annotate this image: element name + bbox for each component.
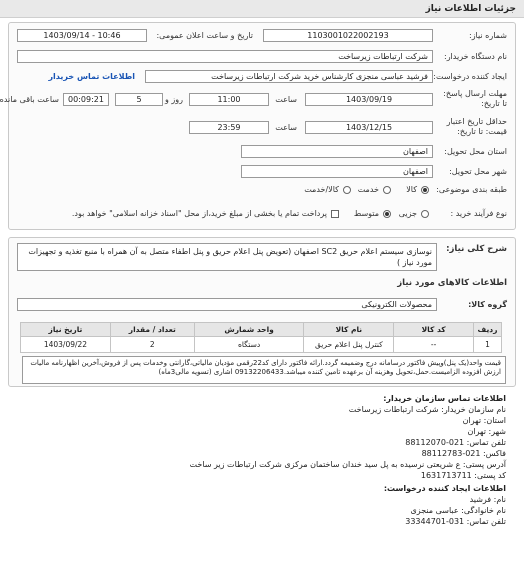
org-address: آدرس پستی: ع شریعتی نرسیده به پل سید خندان ساختمان مرکزی شرکت ارتباطات زیر ساخت <box>189 460 506 469</box>
org-postal-code: کد پستی: 1631713711 <box>420 471 506 480</box>
province-field: اصفهان <box>241 145 433 158</box>
group-field: محصولات الکترونیکی <box>17 298 437 311</box>
cell-qty: 2 <box>110 337 194 353</box>
page-title: جزئیات اطلاعات نیاز <box>0 0 524 18</box>
category-option-service: خدمت <box>357 185 379 194</box>
remaining-time-field: 00:09:21 <box>63 93 109 106</box>
deadline-time-field: 11:00 <box>189 93 269 106</box>
deadline-label-2: تا تاریخ: <box>481 99 507 108</box>
creator-last-name: نام خانوادگی: عباسی منجزی <box>410 506 506 515</box>
city-label: شهر محل تحویل: <box>449 167 507 176</box>
creator-first-name: نام: فرشید <box>469 495 506 504</box>
purchase-type-label: نوع فرآیند خرید : <box>450 209 507 218</box>
category-label: طبقه بندی موضوعی: <box>436 185 507 194</box>
validity-label: حداقل تاریخ اعتبار <box>446 117 507 126</box>
creator-contact-header: اطلاعات ایجاد کننده درخواست: <box>383 484 506 493</box>
purchase-radio-minor[interactable] <box>421 210 429 218</box>
validity-time-field: 23:59 <box>189 121 269 134</box>
validity-label-2: قیمت: تا تاریخ: <box>457 127 507 136</box>
org-phone: تلفن تماس: 021-88112070 <box>405 438 506 447</box>
deadline-hour-label: ساعت <box>275 95 297 104</box>
creator-field: فرشید عباسی منجزی کارشناس خرید شرکت ارتباطات زیرساخت <box>145 70 433 83</box>
col-name: نام کالا <box>304 323 394 337</box>
buyer-label: نام دستگاه خریدار: <box>444 52 507 61</box>
purchase-option-medium: متوسط <box>353 209 379 218</box>
deadline-date-field: 1403/09/19 <box>305 93 433 106</box>
cell-row: 1 <box>474 337 502 353</box>
purchase-radio-medium[interactable] <box>383 210 391 218</box>
cell-date: 1403/09/22 <box>21 337 111 353</box>
validity-hour-label: ساعت <box>275 123 297 132</box>
goods-table <box>20 322 502 353</box>
summary-label: شرح کلی نیاز: <box>446 244 507 254</box>
cell-code: -- <box>394 337 474 353</box>
category-radio-goods[interactable] <box>421 186 429 194</box>
col-unit: واحد شمارش <box>194 323 304 337</box>
need-number-label: شماره نیاز: <box>469 31 507 40</box>
table-row <box>21 337 502 353</box>
org-city: شهر: تهران <box>467 427 506 436</box>
payment-note: پرداخت تمام یا بخشی از مبلغ خرید،از محل "اسناد خزانه اسلامی" خواهد بود. <box>71 209 327 218</box>
category-option-goods: کالا <box>406 185 417 194</box>
treasury-checkbox[interactable] <box>331 210 339 218</box>
category-radio-service[interactable] <box>383 186 391 194</box>
remaining-label: ساعت باقی مانده <box>0 95 59 104</box>
org-name: نام سازمان خریدار: شرکت ارتباطات زیرساخت <box>348 405 506 414</box>
group-label: گروه کالا: <box>468 300 507 309</box>
announce-label: تاریخ و ساعت اعلان عمومی: <box>156 31 253 40</box>
org-fax: فاکس: 021-88112783 <box>421 449 506 458</box>
city-field: اصفهان <box>241 165 433 178</box>
col-qty: تعداد / مقدار <box>110 323 194 337</box>
deadline-label: مهلت ارسال پاسخ: <box>443 89 507 98</box>
notes-box: قیمت واحد(یک پنل)وپیش فاکتور درسامانه درج وضمیمه گردد.ارائه فاکتور دارای کد22رقمی مؤدیان مالیاتی،گارانتی وخدمات پس از فروش،آخرین اظهارنامه مالیات ارزش افزوده الزامیست.حمل،تحویل وهزینه آن برعهده تامین کننده میباشد.09132206433 اشاری (تسویه مالی3ماه) <box>22 356 506 384</box>
col-row: ردیف <box>474 323 502 337</box>
purchase-option-minor: جزیی <box>398 209 417 218</box>
org-province: استان: تهران <box>462 416 506 425</box>
org-contact-header: اطلاعات تماس سازمان خریدار: <box>383 394 506 403</box>
buyer-field: شرکت ارتباطات زیرساخت <box>17 50 433 63</box>
creator-label: ایجاد کننده درخواست: <box>433 72 507 81</box>
col-date: تاریخ نیاز <box>21 323 111 337</box>
need-details-panel <box>0 22 516 230</box>
category-radio-both[interactable] <box>343 186 351 194</box>
need-number-field: 1103001022002193 <box>263 29 433 42</box>
creator-phone: تلفن تماس: 031-33344701 <box>405 517 506 526</box>
announce-field: 1403/09/14 - 10:46 <box>17 29 147 42</box>
col-code: کد کالا <box>394 323 474 337</box>
validity-date-field: 1403/12/15 <box>305 121 433 134</box>
goods-header: اطلاعات کالاهای مورد نیاز <box>397 278 507 288</box>
day-label: روز و <box>165 95 183 104</box>
days-field: 5 <box>115 93 163 106</box>
summary-text: نوسازی سیستم اعلام حریق SC2 اصفهان (تعویض پنل اعلام حریق و پنل اطفاء متصل به آن همراه با منبع تغذیه و تجهیزات مورد نیاز ) <box>17 243 437 271</box>
cell-unit: دستگاه <box>194 337 304 353</box>
cell-name: کنترل پنل اعلام حریق <box>304 337 394 353</box>
category-option-both: کالا/خدمت <box>304 185 339 194</box>
province-label: استان محل تحویل: <box>444 147 507 156</box>
buyer-contact-link[interactable]: اطلاعات تماس خریدار <box>48 72 135 81</box>
